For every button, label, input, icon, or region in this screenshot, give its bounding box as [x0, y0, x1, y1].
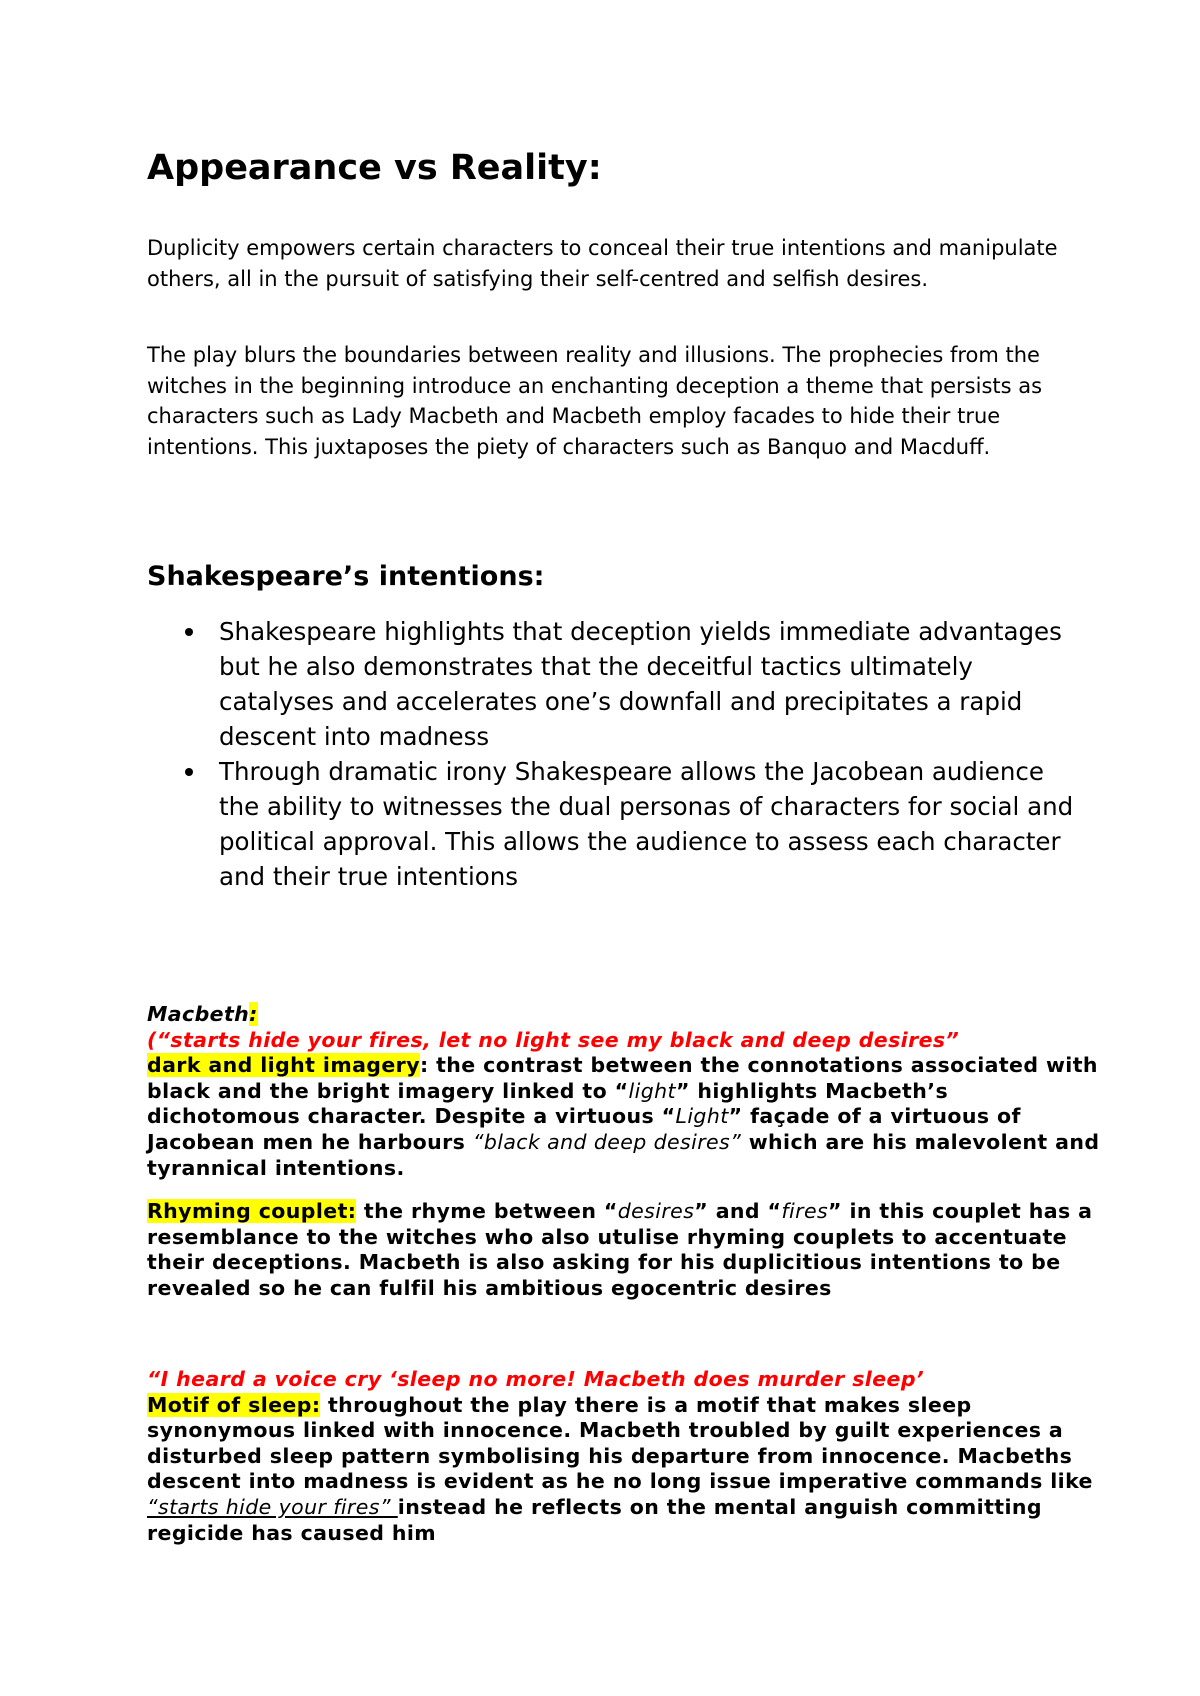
quote-fires: (“starts hide your fires, let no light see my black and deep desires” [147, 1027, 960, 1052]
quoted-word: fires [781, 1199, 829, 1223]
technique-label: Motif of sleep: [147, 1392, 321, 1417]
intentions-heading: Shakespeare’s intentions: [147, 561, 545, 592]
analysis-text: ” and “ [694, 1199, 782, 1223]
quoted-word: light [628, 1078, 676, 1103]
analysis-text: the rhyme between “ [356, 1199, 618, 1223]
bullet-icon [185, 628, 193, 636]
technique-label: Rhyming couplet: [147, 1199, 357, 1223]
analysis-text: throughout the play there is a motif that makes sleep synonymous linked with innocence. Macbeth troubled by guilt experiences a disturbed sleep pattern symbolising his departure from innocence. Macbeths descent into madness is evident as he no long issue imperative commands like [147, 1392, 1093, 1494]
list-item [147, 754, 1077, 894]
quoted-phrase: “black and deep desires” [472, 1129, 742, 1154]
list-item [147, 614, 1077, 754]
analysis-text: which are his malevolent and tyrannical intentions. [147, 1129, 1100, 1180]
character-name-colon: : [249, 1002, 258, 1026]
quote-sleep: “I heard a voice cry ‘sleep no more! Macbeth does murder sleep’ [147, 1367, 925, 1391]
bullet-icon [185, 768, 193, 776]
page-title: Appearance vs Reality: [147, 148, 602, 188]
intro-paragraph-1: Duplicity empowers certain characters to conceal their true intentions and manipulate others, all in the pursuit of satisfying their self-centred and selfish desires. [147, 236, 1058, 291]
analysis-text: ” in this couplet has a resemblance to the witches who also utulise rhyming couplets to accentuate their deceptions. Macbeth is also asking for his duplicitious intentions to be revealed so he can fulfil his ambitious egocentric desires [147, 1199, 1093, 1300]
list-item-text: Shakespeare highlights that deception yields immediate advantages but he also demonstrates that the deceitful tactics ultimately catalyses and accelerates one’s downfall and precipitates a rapid descent into madness [219, 617, 1062, 751]
analysis-text: ” façade of a virtuous of Jacobean men he harbours [147, 1104, 1021, 1154]
analysis-text: ” highlights Macbeth’s dichotomous character. Despite a virtuous “ [147, 1078, 949, 1129]
analysis-text: instead he reflects on the mental anguish committing regicide has caused him [147, 1494, 1042, 1545]
list-item-text: Through dramatic irony Shakespeare allows the Jacobean audience the ability to witnesses the dual personas of characters for social and political approval. This allows the audience to assess each character and their true intentions [219, 757, 1074, 891]
technique-label: dark and light imagery [147, 1053, 420, 1078]
character-name: Macbeth [147, 1002, 250, 1026]
intro-paragraph-2: The play blurs the boundaries between reality and illusions. The prophecies from the witches in the beginning introduce an enchanting deception a theme that persists as characters such as Lady Macbeth and Macbeth employ facades to hide their true intentions. This juxtaposes the piety of characters such as Banquo and Macduff. [147, 343, 1043, 459]
rhyme-analysis [147, 1199, 1107, 1301]
macbeth-analysis [147, 1002, 1107, 1181]
quoted-phrase: “starts hide your fires” [147, 1494, 398, 1519]
analysis-text: : the contrast between the connotations associated with black and the bright imagery linked to “ [147, 1053, 1098, 1103]
quoted-word: desires [617, 1199, 695, 1223]
sleep-analysis [147, 1367, 1107, 1546]
quoted-word: Light [675, 1104, 729, 1129]
intentions-list [147, 614, 1077, 894]
